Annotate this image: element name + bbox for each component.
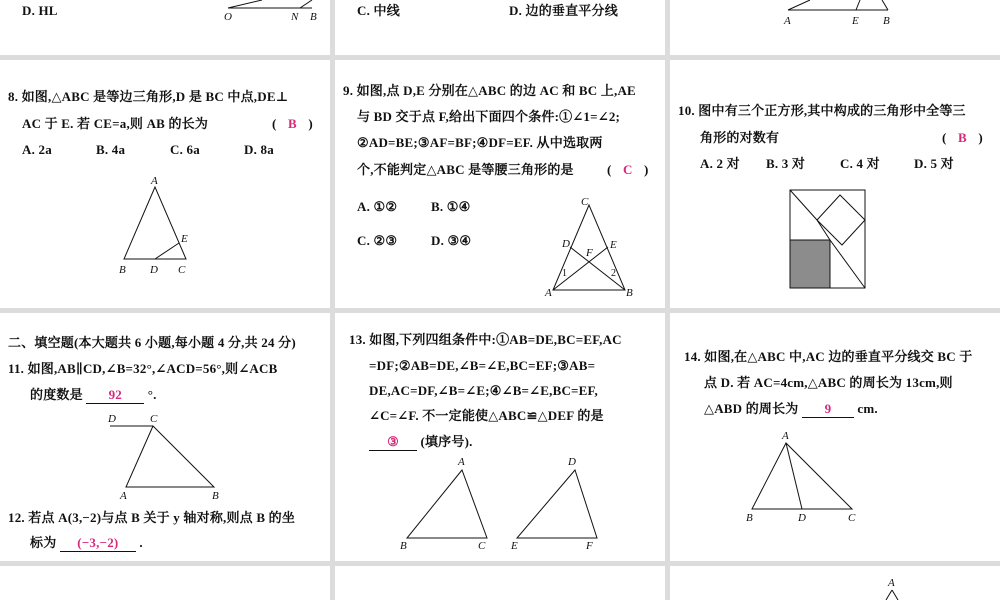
q14-line2: 点 D. 若 AC=4cm,△ABC 的周长为 13cm,则 xyxy=(704,375,953,390)
cell-top-right xyxy=(670,0,1000,55)
cell-bottom-left xyxy=(0,566,330,600)
q8-option-b: B. 4a xyxy=(96,142,126,157)
section-heading: 二、填空题(本大题共 6 小题,每小题 4 分,共 24 分) xyxy=(8,335,296,350)
label-b: B xyxy=(626,287,633,299)
q10-option-c: C. 4 对 xyxy=(840,156,880,171)
q14-suffix: cm. xyxy=(857,401,878,416)
q14-figure xyxy=(670,313,1000,561)
paren-open: ( xyxy=(942,130,947,145)
label-b: B xyxy=(400,540,407,552)
q11-prefix: 的度数是 xyxy=(30,387,83,402)
q8-answer: B xyxy=(287,116,297,131)
label-a: A xyxy=(120,490,127,502)
diag-line xyxy=(830,240,865,288)
figure-line xyxy=(882,0,888,10)
gray-square-left xyxy=(790,240,830,288)
option-d: D. 边的垂直平分线 xyxy=(509,3,618,18)
question-13 xyxy=(335,313,665,561)
label-c: C xyxy=(478,540,486,552)
paren-open: ( xyxy=(272,116,277,131)
figure-line xyxy=(300,0,312,8)
q11-answer: 92 xyxy=(86,387,144,404)
label-c: C xyxy=(178,264,186,276)
q9-option-c: C. ②③ xyxy=(357,233,398,248)
label-e: E xyxy=(181,233,188,245)
q10-option-d: D. 5 对 xyxy=(914,156,954,171)
questions-11-12 xyxy=(0,313,330,561)
q8-option-c: C. 6a xyxy=(170,142,200,157)
q9-figure xyxy=(335,60,665,308)
figure-lines xyxy=(228,0,262,8)
q8-line2: AC 于 E. 若 CE=a,则 AB 的长为 xyxy=(22,116,209,131)
paren-close: ) xyxy=(644,162,649,177)
q10-figure xyxy=(670,60,1000,308)
gray-square-tilted xyxy=(817,195,865,245)
q13-answer: ③ xyxy=(369,434,417,451)
bottom-right-figure xyxy=(670,566,1000,600)
option-c: C. 中线 xyxy=(357,3,400,18)
figure-line xyxy=(886,590,892,600)
q12-answer: (−3,−2) xyxy=(60,535,136,552)
label-d: D xyxy=(150,264,158,276)
diag-line xyxy=(790,190,817,220)
q11-suffix: °. xyxy=(147,387,157,402)
triangle-abc xyxy=(126,426,214,487)
q8-option-d: D. 8a xyxy=(244,142,274,157)
top-right-figure xyxy=(670,0,1000,55)
q10-line2: 角形的对数有 xyxy=(700,130,780,145)
label-d: D xyxy=(798,512,806,524)
triangle-abc xyxy=(124,187,186,259)
triangle-abc xyxy=(407,470,487,538)
q9-option-b: B. ①④ xyxy=(431,199,471,214)
label-c: C xyxy=(848,512,856,524)
q14-prefix: △ABD 的周长为 xyxy=(704,401,799,416)
figure-line xyxy=(788,0,810,10)
label-a: A xyxy=(782,430,789,442)
label-f: F xyxy=(586,540,593,552)
question-8 xyxy=(0,60,330,308)
label-o: O xyxy=(224,11,232,23)
diag-line xyxy=(817,220,830,240)
q9-line1: 9. 如图,点 D,E 分别在△ABC 的边 AC 和 BC 上,AE xyxy=(343,83,636,98)
q12-prefix: 标为 xyxy=(30,535,57,550)
label-c: C xyxy=(150,413,158,425)
q8-figure xyxy=(0,60,330,308)
label-1: 1 xyxy=(562,268,567,279)
cell-top-mid xyxy=(335,0,665,55)
question-14 xyxy=(670,313,1000,561)
q13-suffix: (填序号). xyxy=(420,434,473,449)
label-b: B xyxy=(883,15,890,27)
paren-open: ( xyxy=(607,162,612,177)
label-a: A xyxy=(458,456,465,468)
q13-line1: 13. 如图,下列四组条件中:①AB=DE,BC=EF,AC xyxy=(349,332,622,347)
label-e: E xyxy=(610,239,617,251)
label-a: A xyxy=(151,175,158,187)
q13-figure xyxy=(335,313,665,561)
q10-answer: B xyxy=(957,130,967,145)
q12-line2 xyxy=(30,530,143,556)
label-n: N xyxy=(291,11,299,23)
option-d: D. HL xyxy=(22,3,58,18)
q8-option-a: A. 2a xyxy=(22,142,52,157)
label-b: B xyxy=(310,11,317,23)
label-b: B xyxy=(746,512,753,524)
q12-line1: 12. 若点 A(3,−2)与点 B 关于 y 轴对称,则点 B 的坐 xyxy=(8,510,296,525)
q10-option-b: B. 3 对 xyxy=(766,156,806,171)
q10-line1: 10. 图中有三个正方形,其中构成的三角形中全等三 xyxy=(678,103,966,118)
paren-close: ) xyxy=(308,116,313,131)
segment-bd xyxy=(570,247,625,290)
cell-bottom-mid xyxy=(335,566,665,600)
label-d: D xyxy=(108,413,116,425)
question-10 xyxy=(670,60,1000,308)
q9-line3: ②AD=BE;③AF=BF;④DF=EF. 从中选取两 xyxy=(357,135,603,150)
q8-line1: 8. 如图,△ABC 是等边三角形,D 是 BC 中点,DE⊥ xyxy=(8,89,289,104)
triangle-abc xyxy=(752,443,852,509)
q9-option-d: D. ③④ xyxy=(431,233,472,248)
q12-suffix: . xyxy=(139,535,143,550)
q10-option-a: A. 2 对 xyxy=(700,156,740,171)
label-d: D xyxy=(562,238,570,250)
figure-line xyxy=(856,0,860,10)
label-a: A xyxy=(888,577,895,589)
label-a: A xyxy=(545,287,552,299)
question-9 xyxy=(335,60,665,308)
q13-line3: DE,AC=DF,∠B=∠E;④∠B=∠E,BC=EF, xyxy=(369,383,598,398)
label-d: D xyxy=(568,456,576,468)
q9-line2: 与 BD 交于点 F,给出下面四个条件:①∠1=∠2; xyxy=(357,109,621,124)
label-e: E xyxy=(511,540,518,552)
q14-line1: 14. 如图,在△ABC 中,AC 边的垂直平分线交 BC 于 xyxy=(684,349,973,364)
label-b: B xyxy=(212,490,219,502)
cell-bottom-right xyxy=(670,566,1000,600)
q9-line4: 个,不能判定△ABC 是等腰三角形的是 xyxy=(357,162,574,177)
q14-answer: 9 xyxy=(802,401,854,418)
figure-line xyxy=(892,590,898,600)
q11-line1: 11. 如图,AB∥CD,∠B=32°,∠ACD=56°,则∠ACB xyxy=(8,361,278,376)
q9-option-a: A. ①② xyxy=(357,199,398,214)
label-f: F xyxy=(586,247,593,259)
q13-line4: ∠C=∠F. 不一定能使△ABC≌△DEF 的是 xyxy=(369,408,604,423)
label-a: A xyxy=(784,15,791,27)
segment-de xyxy=(155,243,179,259)
q13-line2: =DF;②AB=DE,∠B=∠E,BC=EF;③AB= xyxy=(369,358,596,373)
label-b: B xyxy=(119,264,126,276)
label-e: E xyxy=(852,15,859,27)
label-2: 2 xyxy=(611,268,616,279)
segment-ad xyxy=(786,443,802,509)
cell-top-left xyxy=(0,0,330,55)
paren-close: ) xyxy=(978,130,983,145)
triangle-def xyxy=(517,470,597,538)
top-left-figure xyxy=(0,0,330,55)
label-c: C xyxy=(581,196,589,208)
q9-answer: C xyxy=(622,162,633,177)
